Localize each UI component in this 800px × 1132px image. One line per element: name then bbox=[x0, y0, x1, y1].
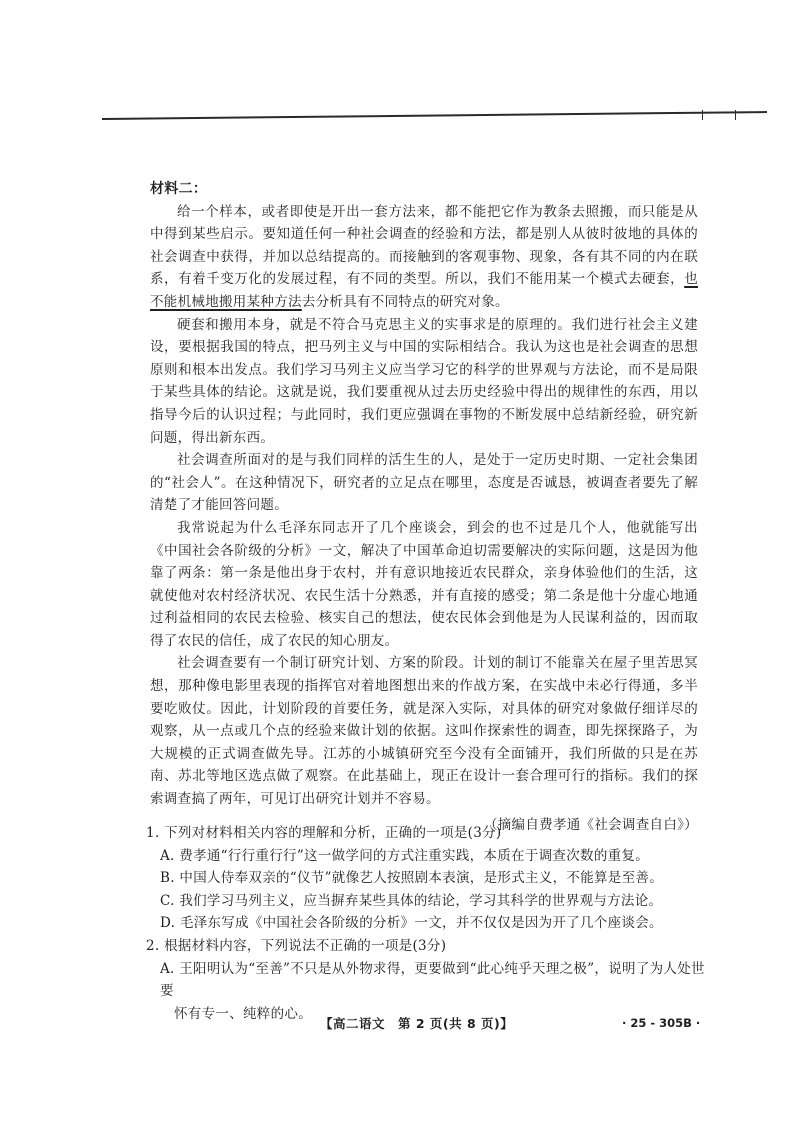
paragraph-2: 硬套和搬用本身，就是不符合马克思主义的实事求是的原理的。我们进行社会主义建设，要根据我国的特点，把马列主义与中国的实际相结合。我认为这也是社会调查的思想原则和根本出发点。我们学习马列主义应当学习它的科学的世界观与方法论，而不是局限于某些具体的结论。这就是说，我们要重视从过去历史经验中得出的规律性的东西，用以指导今后的认识过程；与此同时，我们更应强调在事物的不断发展中总结新经验，研究新问题，得出新东西。 bbox=[150, 316, 698, 446]
paragraph-1-tail: 去分析具有不同特点的研究对象。 bbox=[301, 293, 509, 310]
question-2-option-a-continued: 怀有专一、纯粹的心。 bbox=[174, 1005, 312, 1022]
scan-header-tick bbox=[735, 110, 736, 120]
question-1-option-b: B. 中国人侍奉双亲的“仪节”就像艺人按照剧本表演，是形式主义，不能算是至善。 bbox=[160, 870, 664, 887]
question-1-option-c: C. 我们学习马列主义，应当摒弃某些具体的结论，学习其科学的世界观与方法论。 bbox=[160, 892, 663, 909]
scan-header-rule bbox=[102, 111, 767, 120]
paragraph-1-text: 给一个样本，或者即使是开出一套方法来，都不能把它作为教条去照搬，而只能是从中得到某些启示。要知道任何一种社会调查的经验和方法，都是别人从彼时彼地的具体的社会调查中获得，并加以总结提高的。而接触到的客观事物、现象，各有其不同的内在联系，有着千变万化的发展过程，有不同的类型。所以，我们不能用某一个模式去硬套， bbox=[150, 203, 698, 288]
scan-header-tick bbox=[702, 110, 703, 120]
source-citation: （摘编自费孝通《社会调查自白》） bbox=[483, 816, 698, 833]
paragraph-1-underlined: 也不能机械地搬用某种方法 bbox=[150, 271, 698, 310]
paragraph-1 bbox=[150, 201, 698, 314]
reading-material bbox=[150, 178, 698, 836]
page-footer-label: 【高二语文 第 2 页(共 8 页)】 bbox=[320, 1016, 514, 1031]
question-1-stem: 1. 下列对材料相关内容的理解和分析，正确的一项是(3分) bbox=[146, 825, 502, 841]
section-title: 材料二： bbox=[150, 181, 208, 197]
paragraph-5: 社会调查要有一个制订研究计划、方案的阶段。计划的制订不能靠关在屋子里苦思冥想，那种像电影里表现的指挥官对着地图想出来的作战方案，在实战中未必行得通，多半要吃败仗。因此，计划阶段的首要任务，就是深入实际，对具体的研究对象做仔细详尽的观察，从一点或几个点的经验来做计划的依据。这叫作探索性的调查，即先探探路子，为大规模的正式调查做先导。江苏的小城镇研究至今没有全面铺开，我们所做的只是在苏南、苏北等地区选点做了观察。在此基础上，现正在设计一套合理可行的指标。我们的探索调查搞了两年，可见订出研究计划并不容易。 bbox=[150, 655, 698, 808]
paragraph-4: 我常说起为什么毛泽东同志开了几个座谈会，到会的也不过是几个人，他就能写出《中国社会各阶级的分析》一文，解决了中国革命迫切需要解决的实际问题，这是因为他靠了两条：第一条是他出身于农村，并有意识地接近农民群众，亲身体验他们的生活，这就使他对农村经济状况、农民生活十分熟悉，并有直接的感受；第二条是他十分虚心地通过利益相同的农民去检验、核实自己的想法，使农民体会到他是为人民谋利益的，因而取得了农民的信任，成了农民的知心朋友。 bbox=[150, 519, 698, 649]
question-section bbox=[146, 822, 706, 1025]
question-2-stem: 2. 根据材料内容，下列说法不正确的一项是(3分) bbox=[146, 937, 447, 954]
question-1-option-d: D. 毛泽东写成《中国社会各阶级的分析》一文，并不仅仅是因为开了几个座谈会。 bbox=[160, 915, 663, 932]
paragraph-3: 社会调查所面对的是与我们同样的活生生的人，是处于一定历史时期、一定社会集团的“社会人”。在这种情况下，研究者的立足点在哪里，态度是否诚恳，被调查者要先了解清楚了才能回答问题。 bbox=[150, 452, 698, 514]
question-1-option-a: A. 费孝通“行行重行行”这一做学问的方式注重实践，本质在于调查次数的重复。 bbox=[160, 847, 650, 864]
page-footer-code: · 25 - 305B · bbox=[622, 1016, 701, 1030]
question-2-option-a: A. 王阳明认为“至善”不只是从外物求得，更要做到“此心纯乎天理之极”，说明了为人处世要 bbox=[160, 960, 705, 1000]
